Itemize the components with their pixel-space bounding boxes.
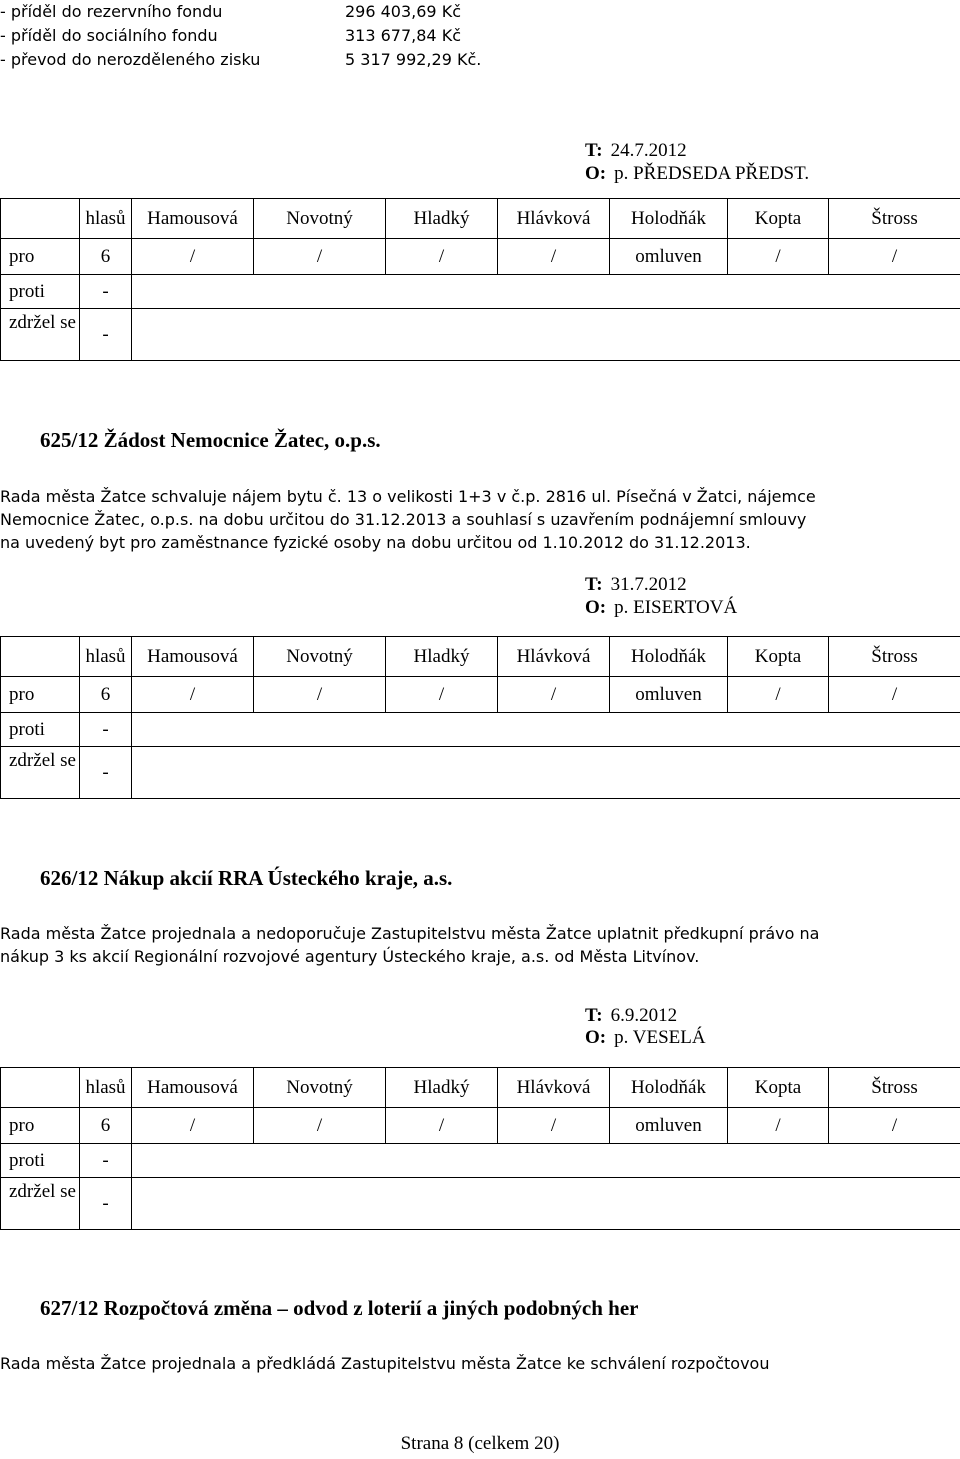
responsible-line: O: p. EISERTOVÁ xyxy=(585,597,738,618)
vote-cell: / xyxy=(386,1108,498,1144)
resolution-heading: 625/12 Žádost Nemocnice Žatec, o.p.s. xyxy=(40,428,381,452)
vote-cell: / xyxy=(132,1108,254,1144)
vote-cell: omluven xyxy=(610,1108,728,1144)
vote-header-cell: Novotný xyxy=(254,199,386,239)
vote-table xyxy=(0,198,960,361)
vote-header-cell: hlasů xyxy=(80,1068,132,1108)
vote-header-cell: Kopta xyxy=(728,1068,829,1108)
vote-cell: - xyxy=(80,1144,132,1178)
vote-cell: / xyxy=(132,239,254,275)
vote-header-cell: Holodňák xyxy=(610,1068,728,1108)
vote-cell: / xyxy=(728,239,829,275)
vote-header-cell xyxy=(1,637,80,677)
resolution-text-line: Rada města Žatce projednala a předkládá Zastupitelstvu města Žatce ke schválení rozpočtovou xyxy=(0,1354,770,1373)
resolution-heading: 627/12 Rozpočtová změna – odvod z loterií a jiných podobných her xyxy=(40,1296,639,1320)
vote-header-cell: hlasů xyxy=(80,637,132,677)
vote-row-zdrzel xyxy=(1,1178,960,1230)
vote-cell: 6 xyxy=(80,239,132,275)
vote-header-cell: Holodňák xyxy=(610,199,728,239)
resolution-text-line: na uvedený byt pro zaměstnance fyzické osoby na dobu určitou od 1.10.2012 do 31.12.2013. xyxy=(0,533,751,552)
responsible-line: O: p. VESELÁ xyxy=(585,1027,706,1048)
vote-cell: / xyxy=(254,677,386,713)
vote-row-proti xyxy=(1,1144,960,1178)
term-line: T: 31.7.2012 xyxy=(585,574,687,595)
vote-row-label: zdržel se xyxy=(1,309,80,361)
vote-cell: - xyxy=(80,309,132,361)
resolution-text-line: Nemocnice Žatec, o.p.s. na dobu určitou do 31.12.2013 a souhlasí s uzavřením podnájemní smlouvy xyxy=(0,510,807,529)
vote-cell: 6 xyxy=(80,1108,132,1144)
vote-cell-empty xyxy=(132,713,960,747)
vote-cell: / xyxy=(254,239,386,275)
allocation-amount: 296 403,69 Kč xyxy=(345,2,461,21)
vote-row-label: zdržel se xyxy=(1,1178,80,1230)
vote-cell: omluven xyxy=(610,239,728,275)
vote-cell-empty xyxy=(132,309,960,361)
vote-table xyxy=(0,636,960,799)
resolution-heading: 626/12 Nákup akcií RRA Ústeckého kraje, a.s. xyxy=(40,866,453,890)
vote-header-cell: Hladký xyxy=(386,637,498,677)
vote-cell: / xyxy=(728,677,829,713)
vote-row-pro xyxy=(1,239,960,275)
vote-header-cell: Kopta xyxy=(728,199,829,239)
vote-header-cell: Štross xyxy=(829,637,960,677)
vote-cell: / xyxy=(132,677,254,713)
allocation-amount: 313 677,84 Kč xyxy=(345,26,461,45)
allocation-label: - převod do nerozděleného zisku xyxy=(0,50,261,69)
vote-header-row xyxy=(1,1068,960,1108)
vote-cell: 6 xyxy=(80,677,132,713)
vote-cell: / xyxy=(829,677,960,713)
vote-header-cell: hlasů xyxy=(80,199,132,239)
vote-header-cell: Hladký xyxy=(386,1068,498,1108)
vote-cell: / xyxy=(498,677,610,713)
vote-header-cell: Hlávková xyxy=(498,199,610,239)
vote-row-proti xyxy=(1,275,960,309)
vote-cell: / xyxy=(498,239,610,275)
vote-header-cell: Hlávková xyxy=(498,637,610,677)
vote-cell: / xyxy=(254,1108,386,1144)
vote-cell: omluven xyxy=(610,677,728,713)
vote-cell: - xyxy=(80,275,132,309)
responsible-line: O: p. PŘEDSEDA PŘEDST. xyxy=(585,163,810,184)
page-footer: Strana 8 (celkem 20) xyxy=(400,1433,560,1454)
vote-header-cell: Novotný xyxy=(254,1068,386,1108)
vote-row-zdrzel xyxy=(1,747,960,799)
vote-header-cell: Hlávková xyxy=(498,1068,610,1108)
vote-row-label: proti xyxy=(1,275,80,309)
vote-header-cell: Novotný xyxy=(254,637,386,677)
vote-cell: - xyxy=(80,713,132,747)
vote-header-cell: Hamousová xyxy=(132,637,254,677)
vote-header-row xyxy=(1,637,960,677)
vote-row-label: proti xyxy=(1,713,80,747)
term-line: T: 6.9.2012 xyxy=(585,1005,678,1026)
vote-header-cell: Hamousová xyxy=(132,1068,254,1108)
resolution-text-line: nákup 3 ks akcií Regionální rozvojové agentury Ústeckého kraje, a.s. od Města Litvínov. xyxy=(0,947,700,966)
term-line: T: 24.7.2012 xyxy=(585,140,687,161)
vote-cell: - xyxy=(80,747,132,799)
vote-cell-empty xyxy=(132,1178,960,1230)
vote-header-cell: Štross xyxy=(829,1068,960,1108)
resolution-text-line: Rada města Žatce projednala a nedoporučuje Zastupitelstvu města Žatce uplatnit předkupní právo na xyxy=(0,924,820,943)
vote-header-cell: Holodňák xyxy=(610,637,728,677)
vote-cell: / xyxy=(386,239,498,275)
vote-row-pro xyxy=(1,1108,960,1144)
vote-cell: - xyxy=(80,1178,132,1230)
allocation-amount: 5 317 992,29 Kč. xyxy=(345,50,482,69)
vote-header-cell xyxy=(1,1068,80,1108)
vote-row-pro xyxy=(1,677,960,713)
allocation-label: - příděl do rezervního fondu xyxy=(0,2,223,21)
vote-cell-empty xyxy=(132,275,960,309)
vote-row-proti xyxy=(1,713,960,747)
vote-header-cell: Kopta xyxy=(728,637,829,677)
vote-table xyxy=(0,1067,960,1230)
vote-row-label: pro xyxy=(1,1108,80,1144)
vote-cell-empty xyxy=(132,747,960,799)
vote-row-zdrzel xyxy=(1,309,960,361)
vote-header-cell xyxy=(1,199,80,239)
vote-cell: / xyxy=(498,1108,610,1144)
vote-header-row xyxy=(1,199,960,239)
vote-header-cell: Hamousová xyxy=(132,199,254,239)
vote-row-label: proti xyxy=(1,1144,80,1178)
resolution-text-line: Rada města Žatce schvaluje nájem bytu č. 13 o velikosti 1+3 v č.p. 2816 ul. Písečná v Žatci, nájemce xyxy=(0,487,816,506)
vote-row-label: pro xyxy=(1,239,80,275)
allocation-label: - příděl do sociálního fondu xyxy=(0,26,218,45)
vote-cell: / xyxy=(386,677,498,713)
vote-header-cell: Hladký xyxy=(386,199,498,239)
vote-cell: / xyxy=(728,1108,829,1144)
vote-cell-empty xyxy=(132,1144,960,1178)
vote-cell: / xyxy=(829,1108,960,1144)
vote-cell: / xyxy=(829,239,960,275)
vote-row-label: zdržel se xyxy=(1,747,80,799)
vote-header-cell: Štross xyxy=(829,199,960,239)
vote-row-label: pro xyxy=(1,677,80,713)
